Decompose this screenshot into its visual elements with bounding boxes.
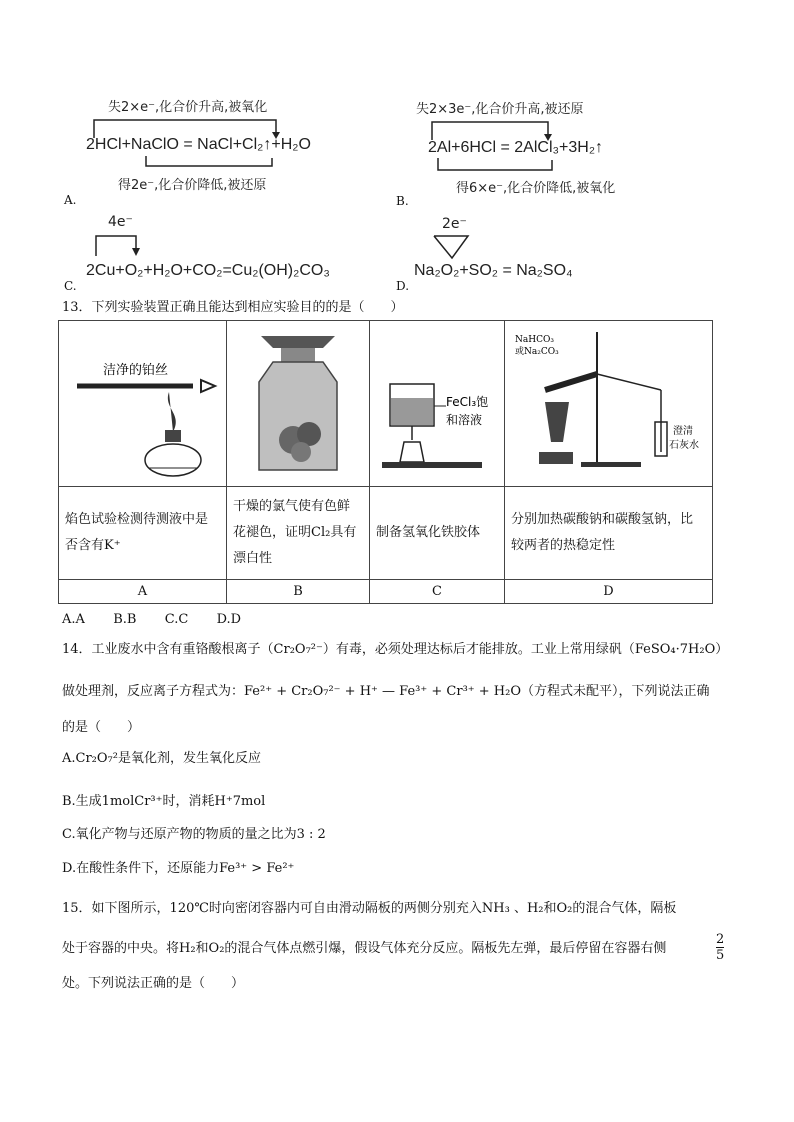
q13-desc-c-line1: 制备氢氧化铁胶体 [376, 525, 481, 540]
q13-option-b[interactable]: B.B [113, 612, 137, 627]
q13-options [62, 611, 241, 629]
q13-letter-d: D [505, 580, 713, 604]
q12-d-equation: Na₂O₂+SO₂ = Na₂SO₄ [414, 262, 573, 279]
q12-a-bottom-bracket [86, 152, 366, 174]
q12-b-equation: 2Al+6HCl = 2AlCl₃+3H₂↑ [428, 139, 604, 156]
q13-desc-a [59, 487, 227, 580]
q13-desc-a-line2: 否含有K⁺ [65, 538, 121, 553]
q13-table [58, 320, 713, 604]
q13-letter-b: B [227, 580, 370, 604]
q13-option-d[interactable]: D.D [216, 612, 242, 627]
q13-c-label-1: FeCl₃饱 [446, 394, 489, 409]
q15-fraction-numerator: 2 [716, 932, 725, 947]
q12-c-label: C. [64, 279, 77, 293]
q15-stem-line2: 处于容器的中央。将H₂和O₂的混合气体点燃引爆，假设气体充分反应。隔板先左弹，最后停留在容器右侧 [62, 941, 667, 956]
q12-b-bottom-bracket [424, 156, 674, 178]
q15-fraction-denominator: 5 [716, 948, 725, 963]
q15-fraction [716, 932, 724, 963]
q13-desc-d-line1: 分别加热碳酸钠和碳酸氢钠，比 [511, 512, 694, 527]
q12-b-top-note: 失2×3e⁻,化合价升高,被还原 [416, 102, 584, 117]
q13-desc-b-line2: 花褪色，证明Cl₂具有 [233, 525, 357, 540]
q14-option-b[interactable]: B.生成1molCr³⁺时，消耗H⁺7mol [62, 794, 266, 809]
flame-test-apparatus-icon [65, 322, 220, 482]
q14-stem-line2: 做处理剂，反应离子方程式为：Fe²⁺ + Cr₂O₇²⁻ + H⁺ — Fe³⁺ + Cr³⁺ + H₂O（方程式未配平），下列说法正确 [62, 684, 710, 699]
q14-option-d[interactable]: D.在酸性条件下，还原能力Fe³⁺ > Fe²⁺ [62, 861, 295, 876]
q13-c-label-2: 和溶液 [446, 412, 483, 427]
q12-b-bottom-note: 得6×e⁻,化合价降低,被氧化 [456, 181, 616, 196]
q14-option-a[interactable]: A.Cr₂O₇²是氧化剂，发生氧化反应 [62, 751, 261, 766]
q13-option-c[interactable]: C.C [164, 612, 189, 627]
q13-image-a [59, 321, 227, 487]
thermal-stability-apparatus-icon [511, 322, 706, 482]
q14-option-c[interactable]: C.氧化产物与还原产物的物质的量之比为3 : 2 [62, 827, 326, 842]
q13-d-label-2: 或Na₂CO₃ [515, 346, 559, 357]
q13-image-c [370, 321, 505, 487]
q12-c-equation: 2Cu+O₂+H₂O+CO₂=Cu₂(OH)₂CO₃ [86, 262, 330, 279]
q13-desc-b-line1: 干燥的氯气使有色鲜 [233, 499, 351, 514]
q13-d-label-4: 石灰水 [669, 439, 699, 451]
q12-d-arrow [426, 232, 506, 264]
q13-option-a[interactable]: A.A [62, 612, 85, 627]
q12-b-label: B. [396, 194, 409, 208]
q13-desc-b [227, 487, 370, 580]
q12-c-arrow-note: 4e⁻ [108, 214, 133, 230]
gas-jar-flower-icon [233, 322, 363, 482]
q13-desc-c [370, 487, 505, 580]
q13-letter-a: A [59, 580, 227, 604]
q15-stem-line3: 处。下列说法正确的是（ ） [62, 976, 245, 991]
q12-a-bottom-note: 得2e⁻,化合价降低,被还原 [118, 178, 267, 193]
q13-d-label-1: NaHCO₃ [515, 334, 554, 345]
q13-stem: 13．下列实验装置正确且能达到相应实验目的的是（ ） [62, 300, 404, 315]
q12-c-arrow [88, 228, 208, 262]
q13-image-b [227, 321, 370, 487]
q13-letter-c: C [370, 580, 505, 604]
q12-a-equation: 2HCl+NaClO = NaCl+Cl₂↑+H₂O [86, 136, 311, 153]
q12-a-label: A. [64, 193, 77, 207]
q14-stem-line3: 的是（ ） [62, 720, 141, 735]
q12-d-arrow-note: 2e⁻ [442, 216, 467, 232]
q12-a-top-note: 失2×e⁻,化合价升高,被氧化 [108, 100, 268, 115]
q13-a-label-platinum: 洁净的铂丝 [103, 362, 169, 378]
q15-stem-line1: 15．如下图所示，120℃时向密闭容器内可自由滑动隔板的两侧分别充入NH₃ 、H₂和O₂的混合气体，隔板 [62, 901, 677, 916]
q13-desc-b-line3: 漂白性 [233, 551, 273, 566]
q13-desc-d-line2: 较两者的热稳定性 [511, 538, 616, 553]
colloid-preparation-apparatus-icon [376, 322, 498, 482]
q13-desc-a-line1: 焰色试验检测待测液中是 [65, 512, 209, 527]
q14-stem-line1: 14．工业废水中含有重铬酸根离子（Cr₂O₇²⁻）有毒，必须处理达标后才能排放。工业上常用绿矾（FeSO₄·7H₂O） [62, 642, 729, 657]
q13-d-label-3: 澄清 [673, 425, 693, 437]
q13-image-d [505, 321, 713, 487]
q13-desc-d [505, 487, 713, 580]
q12-d-label: D. [396, 279, 410, 293]
